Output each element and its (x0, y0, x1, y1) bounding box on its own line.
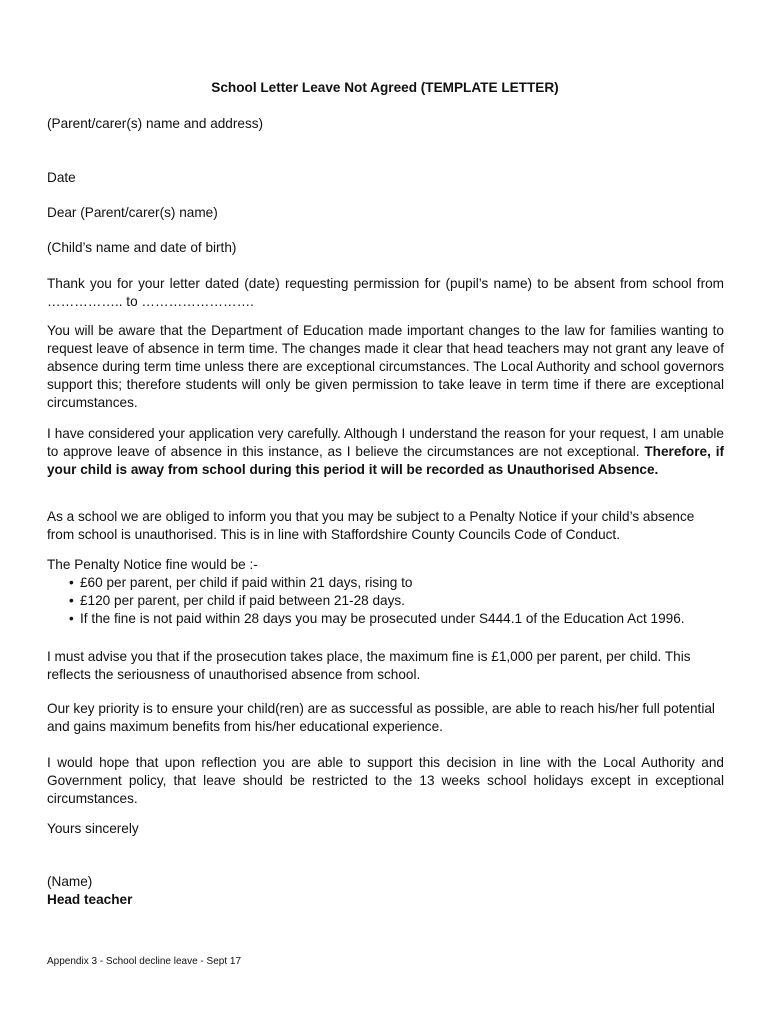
paragraph-priority: Our key priority is to ensure your child(ren) are as successful as possible, are able to reach his/her full potential and gains maximum benefits from his/her educational experience. (47, 701, 715, 734)
paragraph-law-change: You will be aware that the Department of Education made important changes to the law for families wanting to request leave of absence in term time. The changes made it clear that head teachers may not grant any leave of absence during term time unless there are exceptional circumstances. The Local Authority and school governors support this; therefore students will only be given permission to take leave in term time if there are exceptional circumstances. (47, 323, 724, 410)
list-item: • £60 per parent, per child if paid within 21 days, rising to (69, 575, 413, 590)
decision-text: I have considered your application very carefully. Although I understand the reason for your request, I am unable to approve leave of absence in this instance, as I believe the circumstances are not exceptional. (47, 426, 724, 459)
signatory-role: Head teacher (47, 892, 133, 907)
fine-intro: The Penalty Notice fine would be :- (47, 557, 258, 572)
page-footer: Appendix 3 - School decline leave - Sept 17 (47, 956, 242, 967)
address-placeholder: (Parent/carer(s) name and address) (47, 116, 264, 131)
salutation: Dear (Parent/carer(s) name) (47, 205, 218, 220)
child-placeholder: (Child’s name and date of birth) (47, 240, 237, 255)
paragraph-max-fine: I must advise you that if the prosecution takes place, the maximum fine is £1,000 per parent, per child. This reflects the seriousness of unauthorised absence from school. (47, 649, 691, 682)
bullet-icon: • (69, 575, 74, 590)
list-item: • £120 per parent, per child if paid between 21-28 days. (69, 593, 405, 608)
signatory-name: (Name) (47, 874, 93, 889)
fine-list (47, 574, 724, 628)
bullet-icon: • (69, 593, 74, 608)
closing: Yours sincerely (47, 821, 139, 836)
date-placeholder: Date (47, 170, 76, 185)
list-item: • If the fine is not paid within 28 days you may be prosecuted under S444.1 of the Education Act 1996. (69, 611, 685, 626)
letter-title: School Letter Leave Not Agreed (TEMPLATE LETTER) (211, 80, 559, 95)
unauthorised-warning: Therefore, if your child is away from school during this period it will be recorded as Unauthorised Absence. (47, 444, 724, 477)
paragraph-policy: I would hope that upon reflection you are able to support this decision in line with the Local Authority and Government policy, that leave should be restricted to the 13 weeks school holidays except in exceptional circumstances. (47, 755, 724, 806)
paragraph-request: Thank you for your letter dated (date) requesting permission for (pupil’s name) to be absent from school from …………….. to ……………………. (47, 276, 724, 309)
paragraph-decision (47, 425, 724, 479)
bullet-icon: • (69, 611, 74, 626)
paragraph-penalty-notice: As a school we are obliged to inform you that you may be subject to a Penalty Notice if your child’s absence from school is unauthorised. This is in line with Staffordshire County Councils Code of Conduct. (47, 509, 695, 542)
